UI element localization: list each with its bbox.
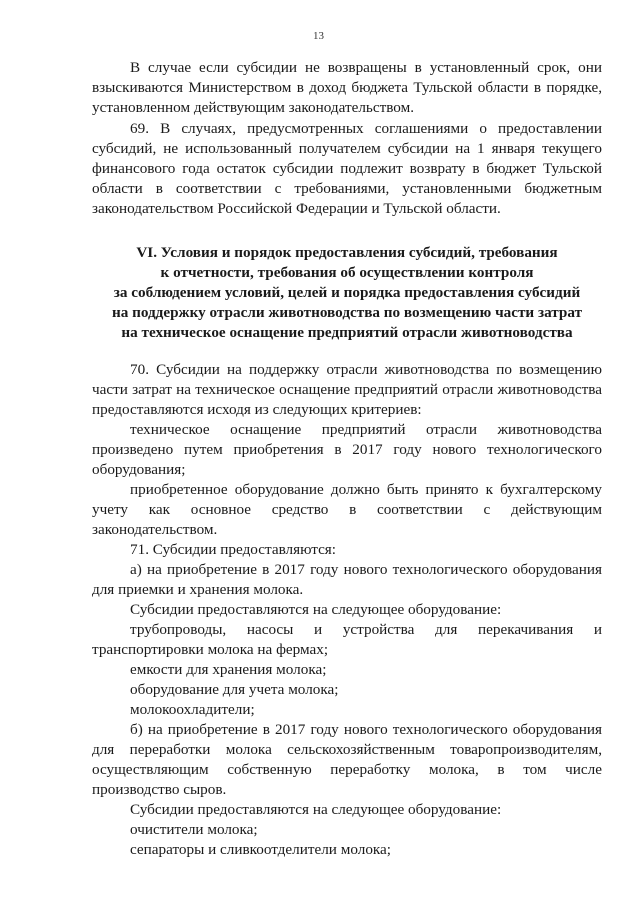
document-body: [92, 58, 602, 860]
section-heading-line: на техническое оснащение предприятий отрасли животноводства: [121, 324, 573, 341]
paragraph-71: 71. Субсидии предоставляются:: [130, 541, 337, 558]
paragraph-69: 69. В случаях, предусмотренных соглашениями о предоставлении субсидий, не использованный получателем субсидии на 1 января текущего финансового года остаток субсидии подлежит возврату в бюджет Тульской области в соответствии с требованиями, установленными бюджетным законодательством Российской Федерации и Тульской области.: [92, 120, 602, 217]
equipment-intro: Субсидии предоставляются на следующее оборудование:: [130, 801, 502, 818]
page-number: 13: [313, 30, 324, 42]
equipment-intro: Субсидии предоставляются на следующее оборудование:: [130, 601, 502, 618]
section-heading: [92, 243, 602, 343]
paragraph-return-clause: В случае если субсидии не возвращены в установленный срок, они взыскиваются Министерством в доход бюджета Тульской области в порядке, установленном действующим законодательством.: [92, 59, 602, 116]
equipment-item: трубопроводы, насосы и устройства для перекачивания и транспортировки молока на фермах;: [92, 621, 602, 658]
equipment-item: молокоохладители;: [130, 701, 255, 718]
equipment-item: сепараторы и сливкоотделители молока;: [130, 841, 392, 858]
equipment-item: очистители молока;: [130, 821, 258, 838]
section-heading-line: за соблюдением условий, целей и порядка предоставления субсидий: [113, 284, 581, 301]
equipment-item: оборудование для учета молока;: [130, 681, 339, 698]
section-heading-line: VI. Условия и порядок предоставления субсидий, требования: [136, 244, 558, 261]
section-heading-line: к отчетности, требования об осуществлении контроля: [160, 264, 534, 281]
equipment-item: емкости для хранения молока;: [130, 661, 327, 678]
criterion-item: техническое оснащение предприятий отрасли животноводства произведено путем приобретения в 2017 году нового технологического оборудования;: [92, 421, 602, 478]
subitem-a: а) на приобретение в 2017 году нового технологического оборудования для приемки и хранения молока.: [92, 561, 602, 598]
criterion-item: приобретенное оборудование должно быть принято к бухгалтерскому учету как основное средство в соответствии с действующим законодательством.: [92, 481, 602, 538]
section-heading-line: на поддержку отрасли животноводства по возмещению части затрат: [111, 304, 583, 321]
paragraph-70: 70. Субсидии на поддержку отрасли животноводства по возмещению части затрат на техническое оснащение предприятий отрасли животноводства предоставляются исходя из следующих критериев:: [92, 361, 602, 418]
subitem-b: б) на приобретение в 2017 году нового технологического оборудования для переработки молока сельскохозяйственным товаропроизводителям, осуществляющим собственную переработку молока, в том числе производство сыров.: [92, 721, 602, 798]
